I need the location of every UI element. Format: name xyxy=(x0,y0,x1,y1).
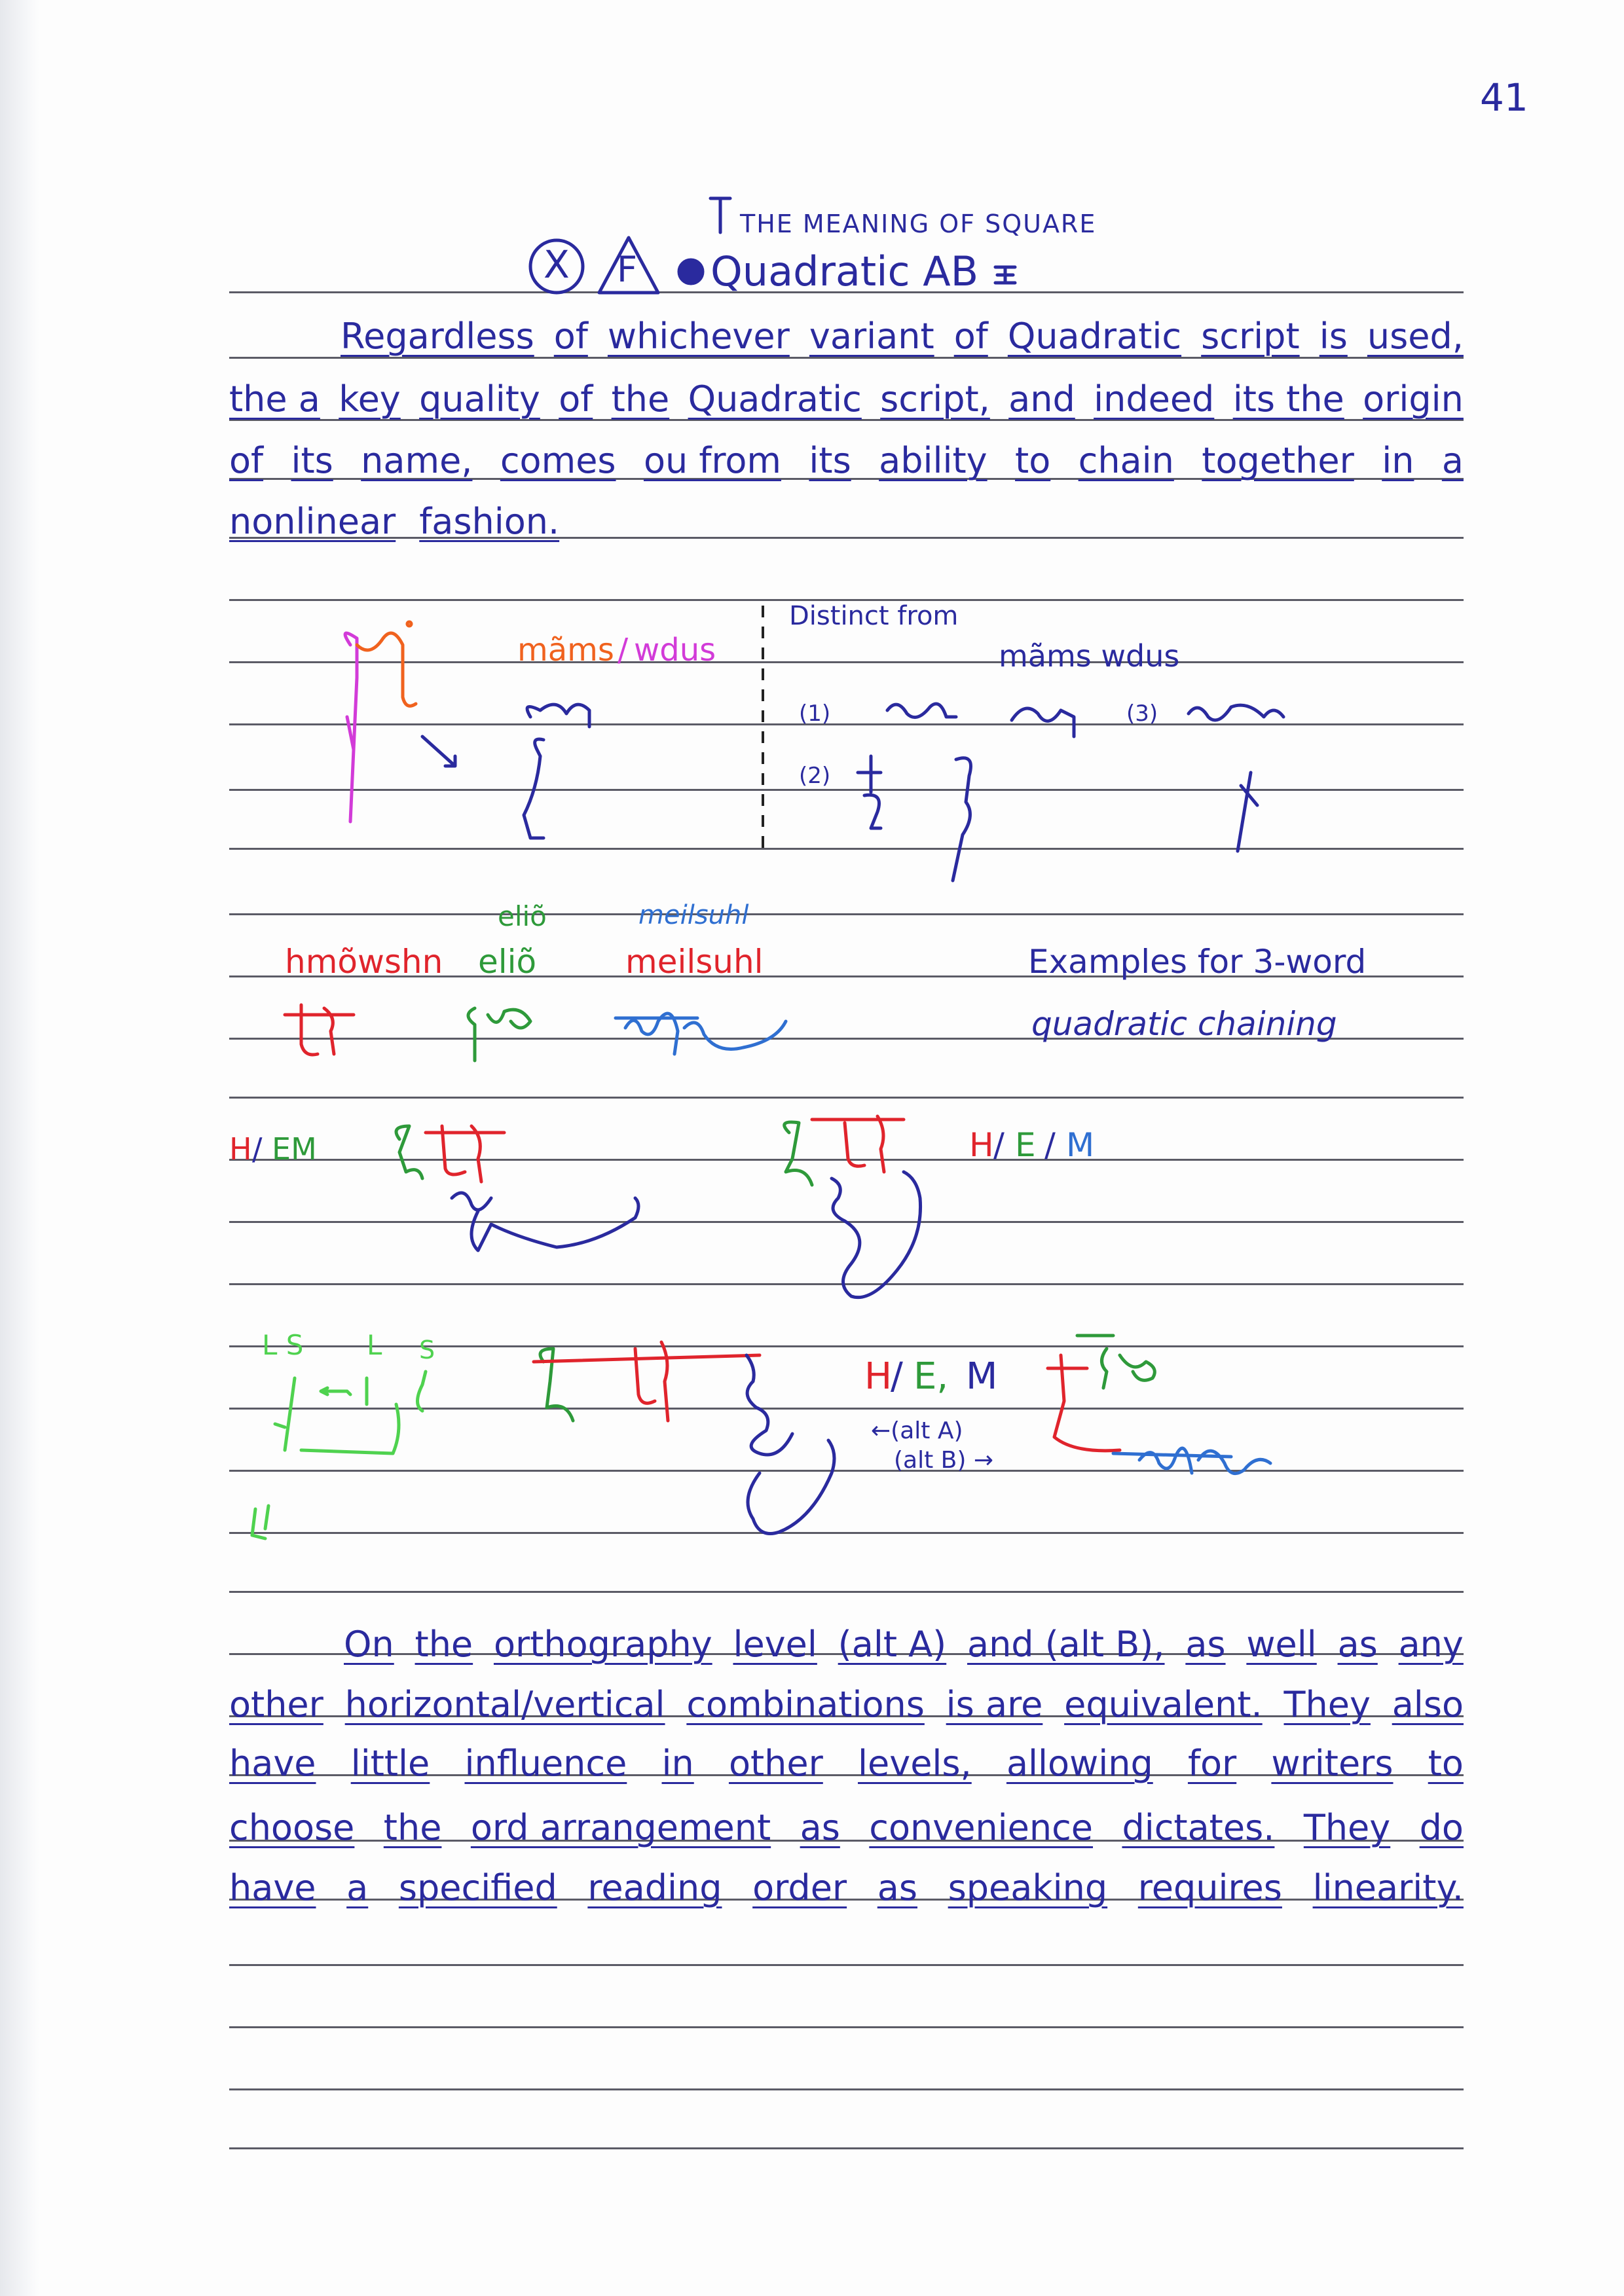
quadratic-glyph-red-small xyxy=(282,992,360,1064)
handwritten-word: other xyxy=(728,1743,823,1784)
handwritten-word: Quadratic xyxy=(1007,316,1182,357)
item-1-label: (1) xyxy=(799,701,831,727)
handwritten-word: of xyxy=(559,378,593,420)
handwritten-word: dictates. xyxy=(1122,1807,1275,1848)
chain-glyph-alt xyxy=(530,1322,897,1558)
handwritten-word: to xyxy=(1428,1743,1464,1784)
handwritten-word: origin xyxy=(1363,378,1464,420)
handwritten-word: is xyxy=(1319,316,1348,357)
handwritten-word: allowing xyxy=(1006,1743,1153,1784)
handwritten-word: They xyxy=(1283,1684,1371,1725)
handwritten-word: script, xyxy=(880,378,990,420)
handwritten-word: also xyxy=(1392,1684,1464,1725)
handwritten-word: Quadratic xyxy=(688,378,862,420)
handwritten-word: ord arrangement xyxy=(470,1807,771,1848)
handwritten-word: Regardless xyxy=(341,316,534,357)
distinct-words: mãms wdus xyxy=(999,638,1180,674)
heading-small: THE MEANING OF SQUARE xyxy=(740,210,1097,238)
example2-word-blue: meilsuhl xyxy=(625,943,764,981)
handwritten-word: the xyxy=(611,378,670,420)
heading-main: Quadratic AB xyxy=(710,247,979,295)
quadratic-glyph-green-small xyxy=(458,998,544,1064)
page-spine-shadow xyxy=(0,0,39,2296)
handwritten-word: script xyxy=(1201,316,1300,357)
example4-label-e: E, xyxy=(913,1355,949,1398)
handwritten-word: ability xyxy=(879,440,987,481)
example3-label-right-sep1: / xyxy=(993,1126,1005,1164)
example3-label-left-sep: / xyxy=(252,1131,263,1167)
handwritten-word: a xyxy=(1441,440,1464,481)
alt-b-label: (alt B) → xyxy=(894,1447,994,1474)
paragraph2-line-4 xyxy=(229,1807,1464,1848)
example2-caption-line2: quadratic chaining xyxy=(1031,1005,1337,1043)
example2-above-blue: meilsuhl xyxy=(638,900,749,930)
glyph-1-horizontal xyxy=(884,694,963,733)
distinct-from-label: Distinct from xyxy=(789,601,959,631)
handwritten-word: for xyxy=(1187,1743,1237,1784)
handwritten-word: its the xyxy=(1232,378,1344,420)
paragraph2-line-1 xyxy=(229,1624,1464,1665)
paragraph2-line-3 xyxy=(229,1743,1464,1784)
handwritten-word: influence xyxy=(464,1743,627,1784)
paragraph1-line-1 xyxy=(229,316,1464,357)
handwritten-word: little xyxy=(350,1743,430,1784)
handwritten-word: used, xyxy=(1367,316,1464,357)
handwritten-word: They xyxy=(1303,1807,1391,1848)
handwritten-word: equivalent. xyxy=(1064,1684,1263,1725)
handwritten-word: orthography xyxy=(493,1624,712,1665)
handwritten-word: its xyxy=(809,440,851,481)
handwritten-word: convenience xyxy=(869,1807,1094,1848)
dashed-divider xyxy=(760,606,766,854)
quadratic-glyph-blue-small xyxy=(612,995,809,1074)
handwritten-word: specified xyxy=(398,1867,557,1908)
example4-label-h: H xyxy=(864,1355,893,1398)
handwritten-word: together xyxy=(1202,440,1354,481)
glyph-2-vertical-b xyxy=(943,750,995,887)
heading-mark-x: X xyxy=(544,242,570,287)
handwritten-word: chain xyxy=(1078,440,1174,481)
handwritten-word: as xyxy=(1185,1624,1226,1665)
example4-s-label: S xyxy=(419,1336,435,1364)
handwritten-word: and xyxy=(1008,378,1075,420)
handwritten-word: On xyxy=(344,1624,394,1665)
handwritten-word: well xyxy=(1246,1624,1317,1665)
handwritten-word: fashion. xyxy=(419,501,560,542)
glyph-3-variant xyxy=(1185,694,1297,858)
example4-ls-top: L S xyxy=(262,1329,304,1361)
paragraph2-line-5 xyxy=(229,1867,1464,1908)
item-2-label: (2) xyxy=(799,763,831,789)
handwritten-word: speaking xyxy=(948,1867,1108,1908)
example2-above-green: eliõ xyxy=(498,900,547,932)
handwritten-word: in xyxy=(661,1743,694,1784)
ls-structure-diagram xyxy=(236,1365,458,1561)
example2-word-red: hmõwshn xyxy=(285,943,443,981)
handwritten-word: combinations xyxy=(686,1684,925,1725)
example3-label-left-em: EM xyxy=(272,1131,317,1167)
handwritten-word: nonlinear xyxy=(229,501,396,542)
handwritten-word: requires xyxy=(1137,1867,1282,1908)
example1-word1: mãms xyxy=(517,632,614,668)
handwritten-word: choose xyxy=(229,1807,355,1848)
example3-label-right-e: E xyxy=(1015,1126,1036,1164)
alt-a-label: ←(alt A) xyxy=(871,1417,963,1444)
example2-word-green: eliõ xyxy=(478,943,537,981)
heading-symbol-icon xyxy=(992,262,1018,288)
handwritten-word: the a xyxy=(229,378,320,420)
handwritten-word: of xyxy=(553,316,588,357)
handwritten-word: as xyxy=(800,1807,840,1848)
paragraph1-line-2 xyxy=(229,378,1464,420)
arrow-icon xyxy=(419,733,465,773)
scribbled-out-mark xyxy=(674,255,707,288)
paragraph1-line-4 xyxy=(229,501,1464,542)
handwritten-word: whichever xyxy=(607,316,790,357)
quadratic-glyph-magenta-orange xyxy=(331,619,435,835)
example3-label-right-sep2: / xyxy=(1044,1126,1056,1164)
handwritten-word: order xyxy=(752,1867,847,1908)
handwritten-word: level xyxy=(733,1624,817,1665)
chain-glyph-horizontal-alt xyxy=(1035,1322,1310,1486)
handwritten-word: its xyxy=(291,440,333,481)
handwritten-word: linearity. xyxy=(1312,1867,1464,1908)
example3-label-right-m: M xyxy=(1066,1126,1095,1164)
glyph-1-variant xyxy=(1008,691,1087,743)
handwritten-word: a xyxy=(346,1867,369,1908)
paragraph2-line-2 xyxy=(229,1684,1464,1725)
item-3-label: (3) xyxy=(1126,701,1158,727)
page-number: 41 xyxy=(1480,75,1528,120)
example4-label-m: M xyxy=(966,1355,998,1398)
example1-word2: wdus xyxy=(634,632,716,668)
example4-label-sep: / xyxy=(891,1355,903,1398)
handwritten-word: of xyxy=(953,316,988,357)
handwritten-word: and (alt B), xyxy=(967,1624,1165,1665)
example2-caption-line1: Examples for 3-word xyxy=(1028,943,1367,981)
handwritten-word: ou from xyxy=(643,440,782,481)
handwritten-word: do xyxy=(1419,1807,1464,1848)
handwritten-word: levels, xyxy=(858,1743,972,1784)
handwritten-word: indeed xyxy=(1094,378,1215,420)
chain-glyph-right xyxy=(773,1106,989,1322)
handwritten-word: writers xyxy=(1271,1743,1393,1784)
handwritten-word: in xyxy=(1382,440,1414,481)
handwritten-word: variant xyxy=(809,316,934,357)
handwritten-word: of xyxy=(229,440,264,481)
handwritten-word: is are xyxy=(946,1684,1043,1725)
handwritten-word: the xyxy=(383,1807,442,1848)
handwritten-word: other xyxy=(229,1684,323,1725)
quadratic-glyph-vertical-blue xyxy=(517,691,609,848)
example3-label-left-h: H xyxy=(229,1131,252,1167)
handwritten-word: have xyxy=(229,1867,316,1908)
handwritten-word: the xyxy=(415,1624,473,1665)
example1-separator: / xyxy=(618,632,629,668)
glyph-2-vertical-a xyxy=(851,746,910,838)
handwritten-word: have xyxy=(229,1743,316,1784)
handwritten-word: horizontal/vertical xyxy=(344,1684,665,1725)
handwritten-word: any xyxy=(1398,1624,1464,1665)
handwritten-word: to xyxy=(1015,440,1051,481)
paragraph1-line-3 xyxy=(229,440,1464,481)
handwritten-word: as xyxy=(877,1867,917,1908)
handwritten-word: quality xyxy=(419,378,540,420)
handwritten-word: comes xyxy=(500,440,616,481)
handwritten-word: (alt A) xyxy=(838,1624,947,1665)
handwritten-word: reading xyxy=(587,1867,722,1908)
chain-glyph-left xyxy=(386,1106,648,1277)
heading-mark-f: F xyxy=(617,249,638,290)
handwritten-word: key xyxy=(339,378,401,420)
handwritten-word: as xyxy=(1337,1624,1378,1665)
handwritten-word: name, xyxy=(361,440,473,481)
example3-label-right-h: H xyxy=(969,1126,994,1164)
example4-l-label: L xyxy=(367,1329,382,1361)
caret-insert-mark xyxy=(707,193,733,239)
